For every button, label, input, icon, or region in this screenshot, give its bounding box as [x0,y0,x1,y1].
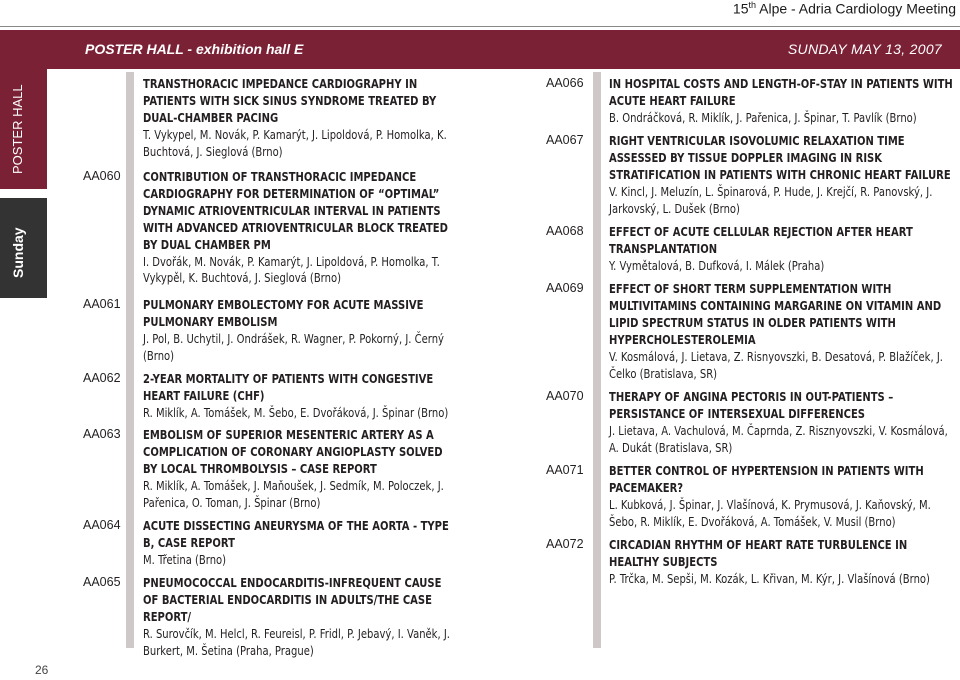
abstract-entry [83,518,538,575]
abstract-authors: I. Dvořák, M. Novák, P. Kamarýt, J. Lipoldová, P. Homolka, T. Vykypěl, K. Buchtová, J. Sieglová (Brno) [143,253,440,286]
left-column [83,76,538,658]
abstract-authors: R. Surovčík, M. Helcl, R. Feureisl, P. Fridl, P. Jebavý, I. Vaněk, J. Burkert, M. Šetina (Praha, Prague) [143,625,450,658]
side-tab-day [0,198,47,298]
header-rule [0,26,960,27]
abstract-title: PULMONARY EMBOLECTOMY FOR ACUTE MASSIVE PULMONARY EMBOLISM [143,297,424,329]
abstract-entry [546,224,960,281]
abstract-entry [83,575,538,658]
abstract-entry [83,371,538,427]
abstract-code: AA064 [83,518,121,532]
abstract-entry [83,427,538,518]
right-divider [593,72,601,648]
abstract-authors: J. Lietava, A. Vachulová, M. Čaprnda, Z. Risznyovszki, V. Kosmálová, A. Dukát (Bratislava, SR) [609,422,948,455]
abstract-entry [546,76,960,133]
abstract-title: IN HOSPITAL COSTS AND LENGTH-OF-STAY IN PATIENTS WITH ACUTE HEART FAILURE [609,76,953,108]
left-divider [126,72,134,648]
abstract-authors: M. Třetina (Brno) [143,551,227,567]
abstract-title: BETTER CONTROL OF HYPERTENSION IN PATIENTS WITH PACEMAKER? [609,463,924,495]
abstract-authors: T. Vykypel, M. Novák, P. Kamarýt, J. Lipoldová, P. Homolka, K. Buchtová, J. Sieglová (Brno) [143,126,447,159]
abstract-title: EMBOLISM OF SUPERIOR MESENTERIC ARTERY AS A COMPLICATION OF CORONARY ANGIOPLASTY SOLVED BY LOCAL THROMBOLYSIS – CASE REPORT [143,427,443,476]
abstract-title: EFFECT OF SHORT TERM SUPPLEMENTATION WITH MULTIVITAMINS CONTAINING MARGARINE ON VITAMIN AND LIPID SPECTRUM STATUS IN OLDER PATIENTS WITH HYPERCHOLESTEROLEMIA [609,281,942,347]
abstract-authors: V. Kincl, J. Meluzín, L. Špinarová, P. Hude, J. Krejčí, R. Panovský, J. Jarkovský, L. Dušek (Brno) [609,183,933,216]
section-label: POSTER HALL [10,84,25,174]
abstract-code: AA066 [546,76,584,90]
page-number: 26 [35,663,49,677]
abstract-authors: Y. Vymětalová, B. Dufková, I. Málek (Praha) [609,257,825,273]
abstract-entry [83,169,538,297]
abstract-entry [546,463,960,537]
abstract-title: CONTRIBUTION OF TRANSTHORACIC IMPEDANCE CARDIOGRAPHY FOR DETERMINATION OF “OPTIMAL” DYNAMIC ATRIOVENTRICULAR INTERVAL IN PATIENTS WITH ADVANCED ATRIOVENTRICULAR BLOCK TREATED BY DUAL CHAMBER PM [143,169,448,252]
abstract-code: AA067 [546,133,584,147]
abstract-title: PNEUMOCOCCAL ENDOCARDITIS-INFREQUENT CAUSE OF BACTERIAL ENDOCARDITIS IN ADULTS/THE CASE REPORT/ [143,575,442,624]
abstract-code: AA062 [83,371,121,385]
abstract-entry [546,133,960,224]
abstract-authors: B. Ondráčková, R. Miklík, J. Pařenica, J. Špinar, T. Pavlík (Brno) [609,109,917,125]
abstract-entry [83,297,538,371]
abstract-title: TRANSTHORACIC IMPEDANCE CARDIOGRAPHY IN PATIENTS WITH SICK SINUS SYNDROME TREATED BY DUAL-CHAMBER PACING [143,76,437,125]
right-column [546,76,960,607]
abstract-title: EFFECT OF ACUTE CELLULAR REJECTION AFTER HEART TRANSPLANTATION [609,224,913,256]
meeting-title: 15th Alpe - Adria Cardiology Meeting [732,0,956,17]
abstract-authors: J. Pol, B. Uchytil, J. Ondrášek, R. Wagner, P. Pokorný, J. Černý (Brno) [143,330,444,363]
abstract-authors: P. Trčka, M. Sepši, M. Kozák, L. Křivan, M. Kýr, J. Vlašínová (Brno) [609,570,930,586]
abstract-entry [143,76,538,169]
hall-label: POSTER HALL - exhibition hall E [85,41,304,57]
abstract-title: RIGHT VENTRICULAR ISOVOLUMIC RELAXATION TIME ASSESSED BY TISSUE DOPPLER IMAGING IN RISK STRATIFICATION IN PATIENTS WITH CHRONIC HEART FAILURE [609,133,951,182]
abstract-title: CIRCADIAN RHYTHM OF HEART RATE TURBULENCE IN HEALTHY SUBJECTS [609,537,908,569]
abstract-entry [546,281,960,389]
session-date: SUNDAY MAY 13, 2007 [787,41,942,57]
abstract-code: AA072 [546,537,584,551]
day-label: Sunday [10,227,26,278]
abstract-authors: L. Kubková, J. Špinar, J. Vlašínová, K. Prymusová, J. Kaňovský, M. Šebo, R. Miklík, E. Dvořáková, A. Tomášek, V. Musil (Brno) [609,496,931,529]
abstract-code: AA070 [546,389,584,403]
abstract-code: AA063 [83,427,121,441]
abstract-entry [546,389,960,463]
abstract-title: THERAPY OF ANGINA PECTORIS IN OUT-PATIENTS – PERSISTANCE OF INTERSEXUAL DIFFERENCES [609,389,894,421]
abstract-code: AA068 [546,224,584,238]
abstract-title: ACUTE DISSECTING ANEURYSMA OF THE AORTA - TYPE B, CASE REPORT [143,518,449,550]
abstract-entry [546,537,960,607]
abstract-code: AA060 [83,169,121,183]
abstract-code: AA071 [546,463,584,477]
abstract-code: AA061 [83,297,121,311]
abstract-code: AA069 [546,281,584,295]
abstract-authors: R. Miklík, A. Tomášek, M. Šebo, E. Dvořáková, J. Špinar (Brno) [143,404,449,420]
abstract-authors: V. Kosmálová, J. Lietava, Z. Risnyovszki, B. Desatová, P. Blažíček, J. Čelko (Bratislava, SR) [609,348,943,381]
abstract-authors: R. Miklík, A. Tomášek, J. Maňoušek, J. Sedmík, M. Poloczek, J. Pařenica, O. Toman, J. Špinar (Brno) [143,477,444,510]
session-band [0,30,960,69]
abstract-title: 2-YEAR MORTALITY OF PATIENTS WITH CONGESTIVE HEART FAILURE (CHF) [143,371,434,403]
side-tab-section [0,69,47,189]
abstract-code: AA065 [83,575,121,589]
